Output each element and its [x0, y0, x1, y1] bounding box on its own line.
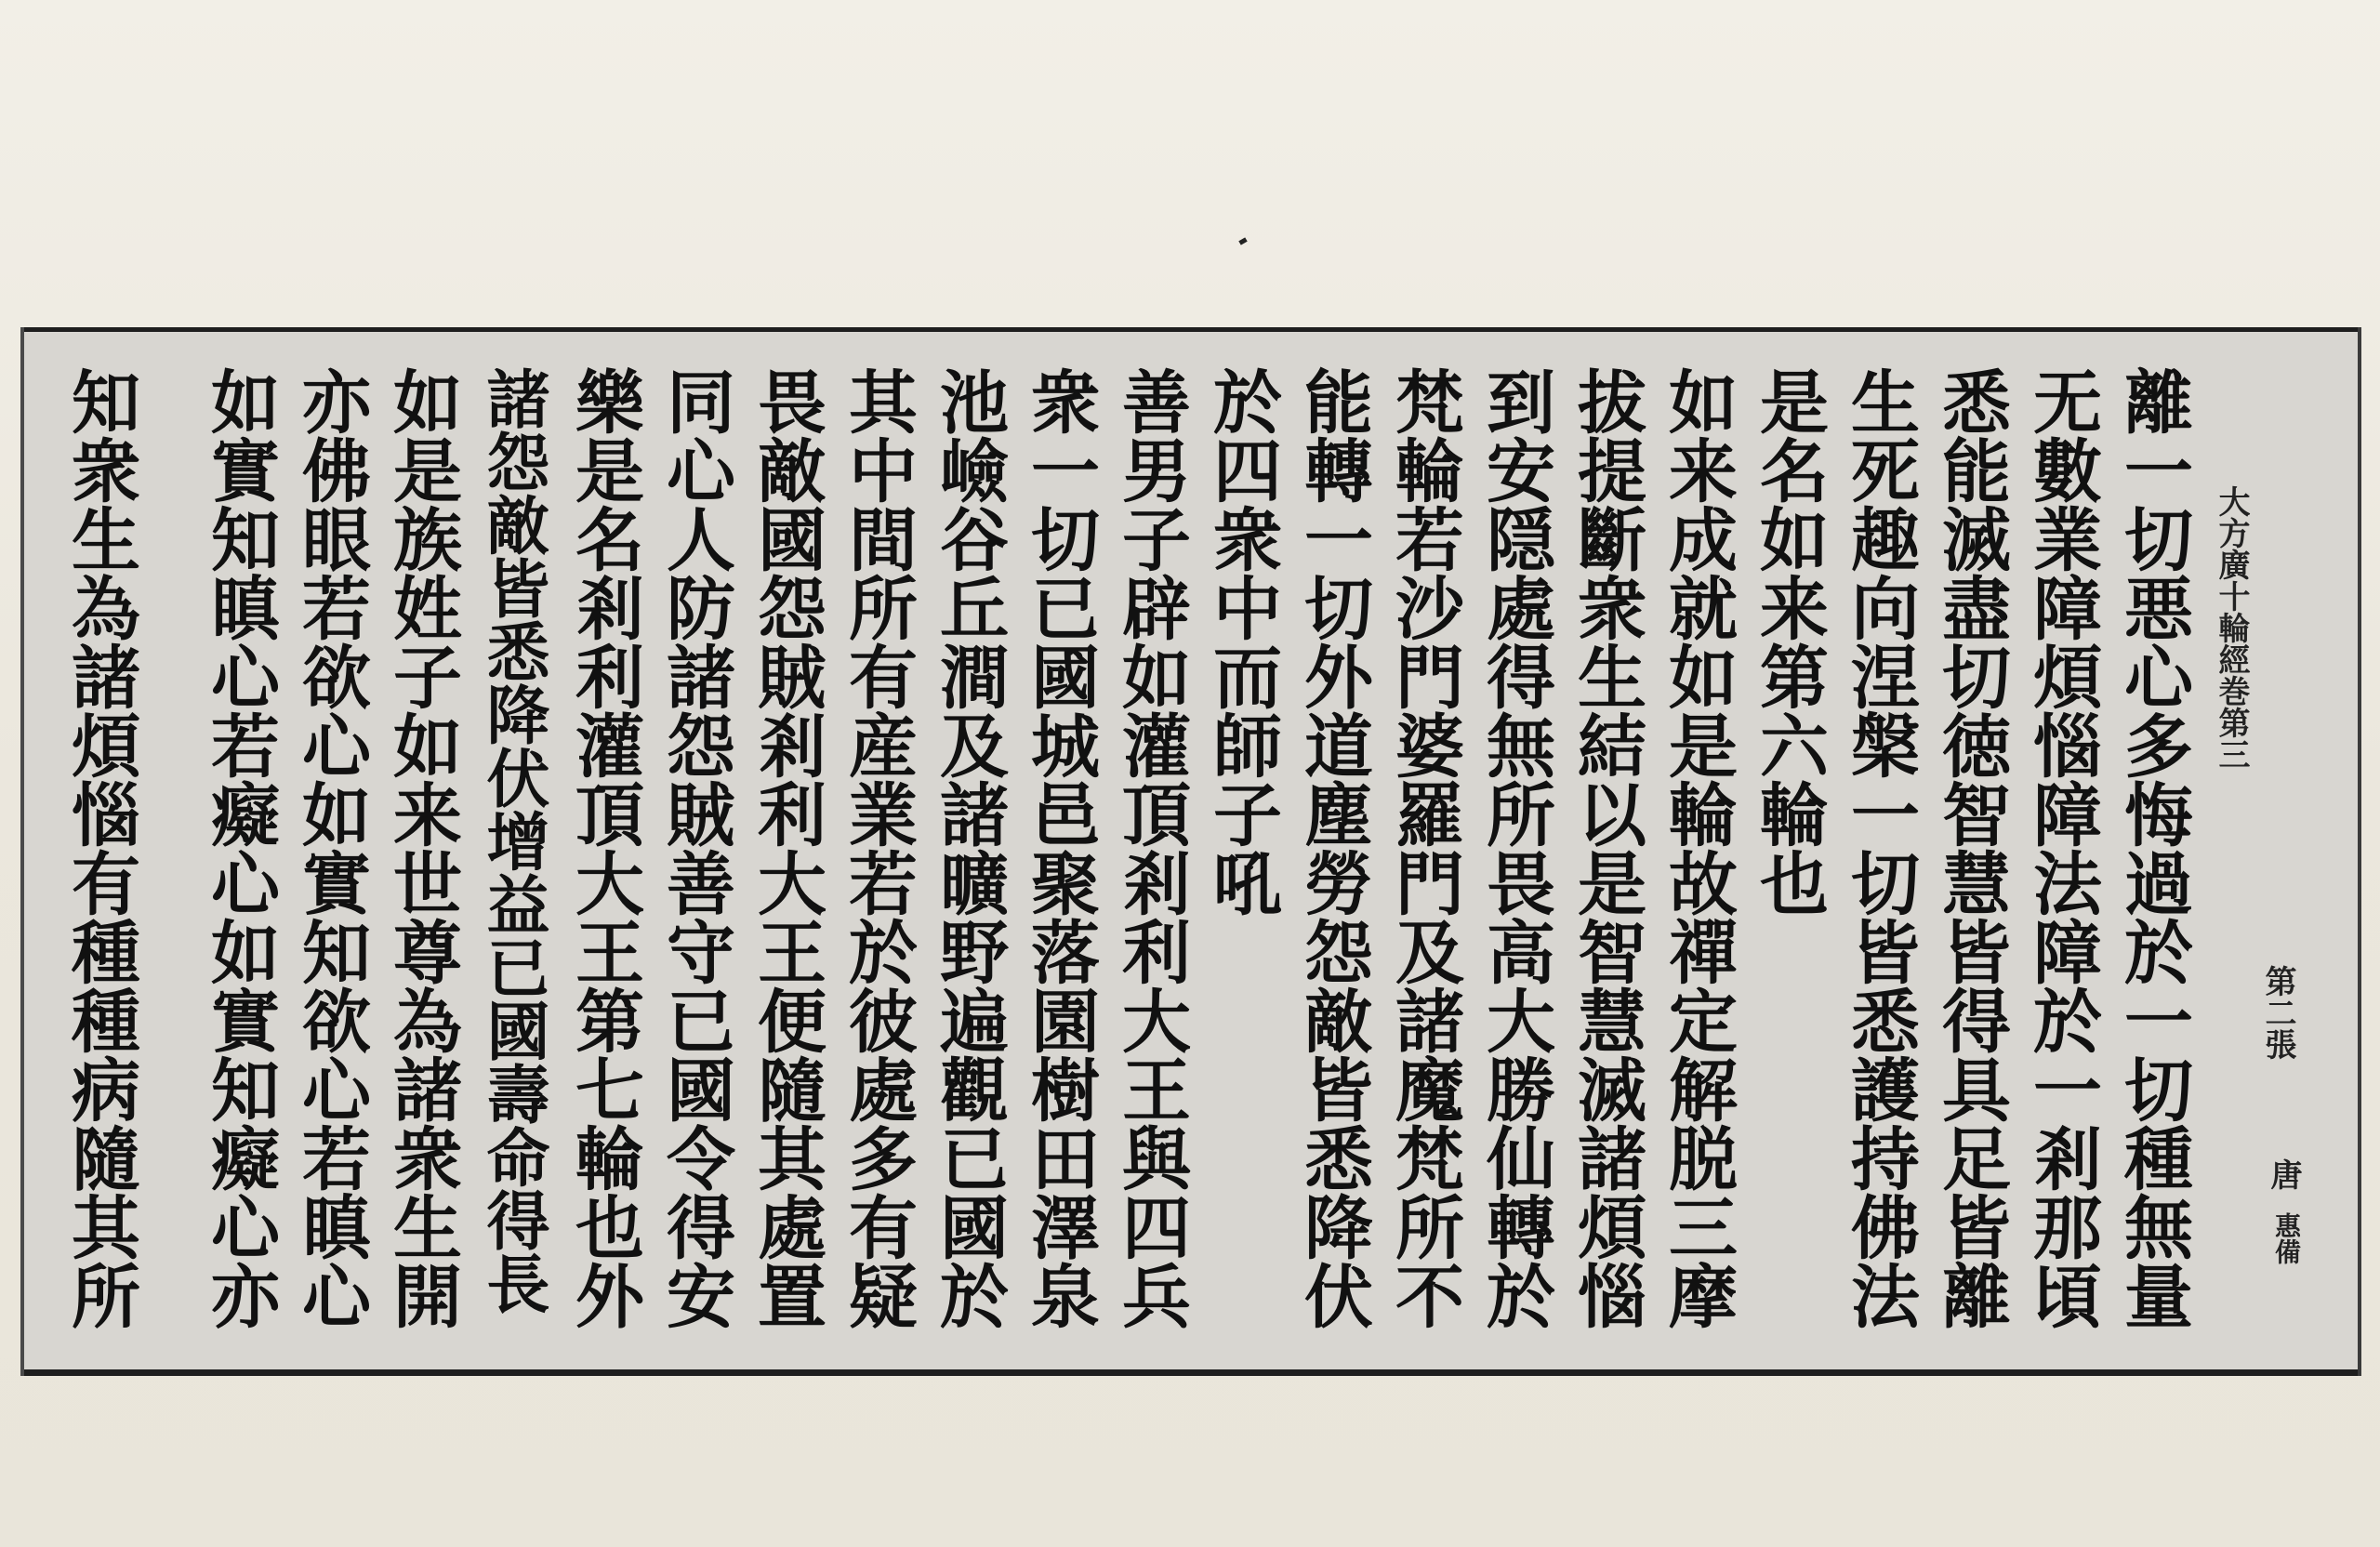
- text-column-14: 池嶮谷丘澗及諸曠野遍觀已國於: [929, 366, 1009, 1329]
- text-column-7: 拔提斷衆生結以是智慧滅諸煩惱: [1567, 366, 1646, 1329]
- text-column-10: 能轉一切外道塵勞怨敵皆悉降伏: [1293, 366, 1373, 1329]
- text-column-1: 離一切悪心多悔過於一切種無量: [2113, 366, 2193, 1329]
- text-column-2: 无數業障煩惱障法障於一剎那頃: [2022, 366, 2102, 1329]
- text-column-21: 亦佛眼若欲心如實知欲心若瞋心: [291, 366, 371, 1329]
- text-column-20: 如是族姓子如来世尊為諸衆生開: [382, 366, 462, 1329]
- text-column-18: 樂是名剎利灌頂大王第七輪也外: [564, 366, 644, 1329]
- text-column-8: 到安隠處得無所畏高大勝仙轉於: [1475, 366, 1555, 1329]
- sheet-number: 第二張: [2259, 965, 2296, 1060]
- text-column-5: 是名如来第六輪也: [1749, 366, 1829, 917]
- block-right-edge: [2358, 327, 2361, 1376]
- text-column-23: 知衆生為諸煩惱有種種病隨其所: [60, 366, 140, 1329]
- text-column-17: 同心人防諸怨賊善守已國令得安: [655, 366, 735, 1329]
- text-column-6: 如来成就如是輪故禪定解脱三摩: [1658, 366, 1738, 1329]
- text-column-16: 畏敵國怨賊剎利大王便隨其處置: [747, 366, 826, 1329]
- text-column-4: 生死趣向涅槃一切皆悉護持佛法: [1840, 366, 1920, 1329]
- text-column-3: 悉能滅盡切徳智慧皆得具足皆離: [1931, 366, 2011, 1329]
- text-column-11: 於四衆中而師子吼: [1202, 366, 1282, 917]
- text-column-19: 諸怨敵皆悉降伏增益已國壽命得長: [476, 366, 550, 1315]
- text-column-15: 其中間所有産業若於彼處多有疑: [838, 366, 918, 1329]
- text-column-12: 善男子辟如灌頂剎利大王與四兵: [1111, 366, 1191, 1329]
- carver-name-2: 惠備: [2271, 1212, 2302, 1264]
- text-column-9: 梵輪若沙門婆羅門及諸魔梵所不: [1384, 366, 1464, 1329]
- block-left-edge: [20, 327, 24, 1376]
- sutra-title: 大方廣十輪經巻第三: [2213, 485, 2250, 770]
- text-column-22: 如實知瞋心若癡心如實知癡心亦: [200, 366, 280, 1329]
- carver-name-1: 唐: [2265, 1158, 2302, 1190]
- text-column-13: 衆一切已國城邑聚落園樹田澤泉: [1020, 366, 1100, 1329]
